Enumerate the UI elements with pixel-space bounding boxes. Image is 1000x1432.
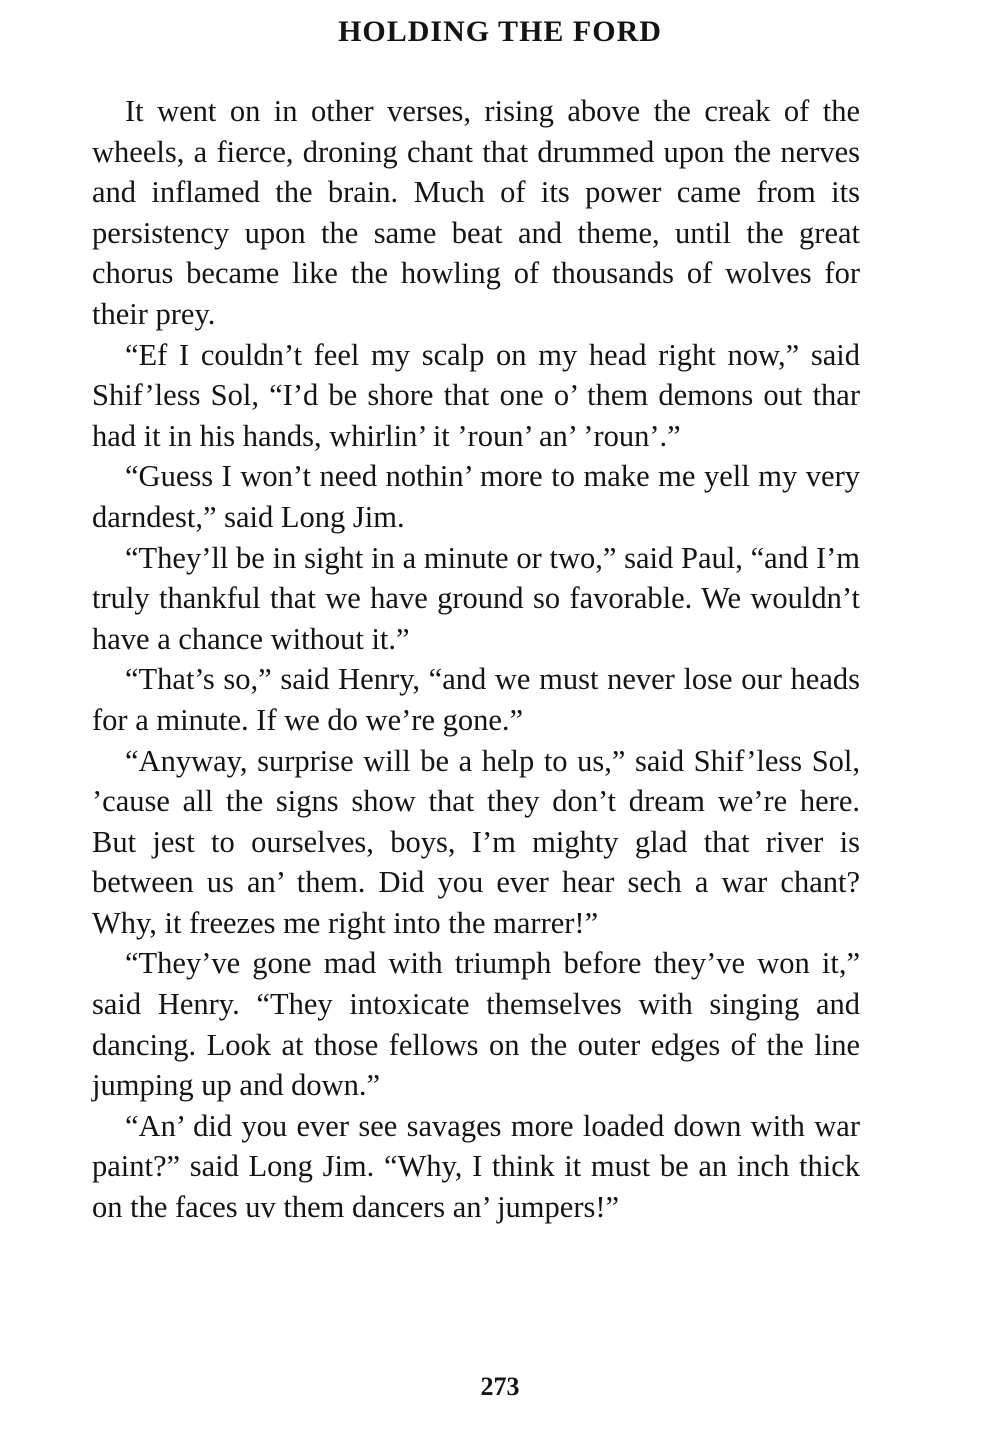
page-number: 273	[480, 1372, 520, 1401]
paragraph: “That’s so,” said Henry, “and we must never lose our heads for a minute. If we do we’re gone.”	[92, 662, 860, 737]
paragraph: “An’ did you ever see savages more loaded down with war paint?” said Long Jim. “Why, I think it must be an inch thick on the faces uv them dancers an’ jumpers!”	[92, 1108, 860, 1225]
paragraph: “They’ve gone mad with triumph before they’ve won it,” said Henry. “They intoxicate themselves with singing and dancing. Look at those fellows on the outer edges of the line jumping up and down.”	[92, 946, 860, 1103]
paragraph: “Anyway, surprise will be a help to us,” said Shif’less Sol, ’cause all the signs show that they don’t dream we’re here. But jest to ourselves, boys, I’m mighty glad that river is between us an’ them. Did you ever hear sech a war chant? Why, it freezes me right into the marrer!”	[92, 743, 860, 940]
paragraph: It went on in other verses, rising above the creak of the wheels, a fierce, droning chant that drummed upon the nerves and inflamed the brain. Much of its power came from its persistency upon the same beat and theme, until the great chorus became like the howling of thousands of wolves for their prey.	[92, 94, 860, 331]
body-text	[92, 91, 860, 1228]
running-head: HOLDING THE FORD	[338, 15, 662, 48]
paragraph: “Guess I won’t need nothin’ more to make me yell my very darndest,” said Long Jim.	[92, 459, 860, 534]
paragraph: “Ef I couldn’t feel my scalp on my head right now,” said Shif’less Sol, “I’d be shore that one o’ them demons out thar had it in his hands, whirlin’ it ’roun’ an’ ’roun’.”	[92, 337, 860, 453]
paragraph: “They’ll be in sight in a minute or two,” said Paul, “and I’m truly thankful that we have ground so favorable. We wouldn’t have a chance without it.”	[92, 540, 860, 656]
